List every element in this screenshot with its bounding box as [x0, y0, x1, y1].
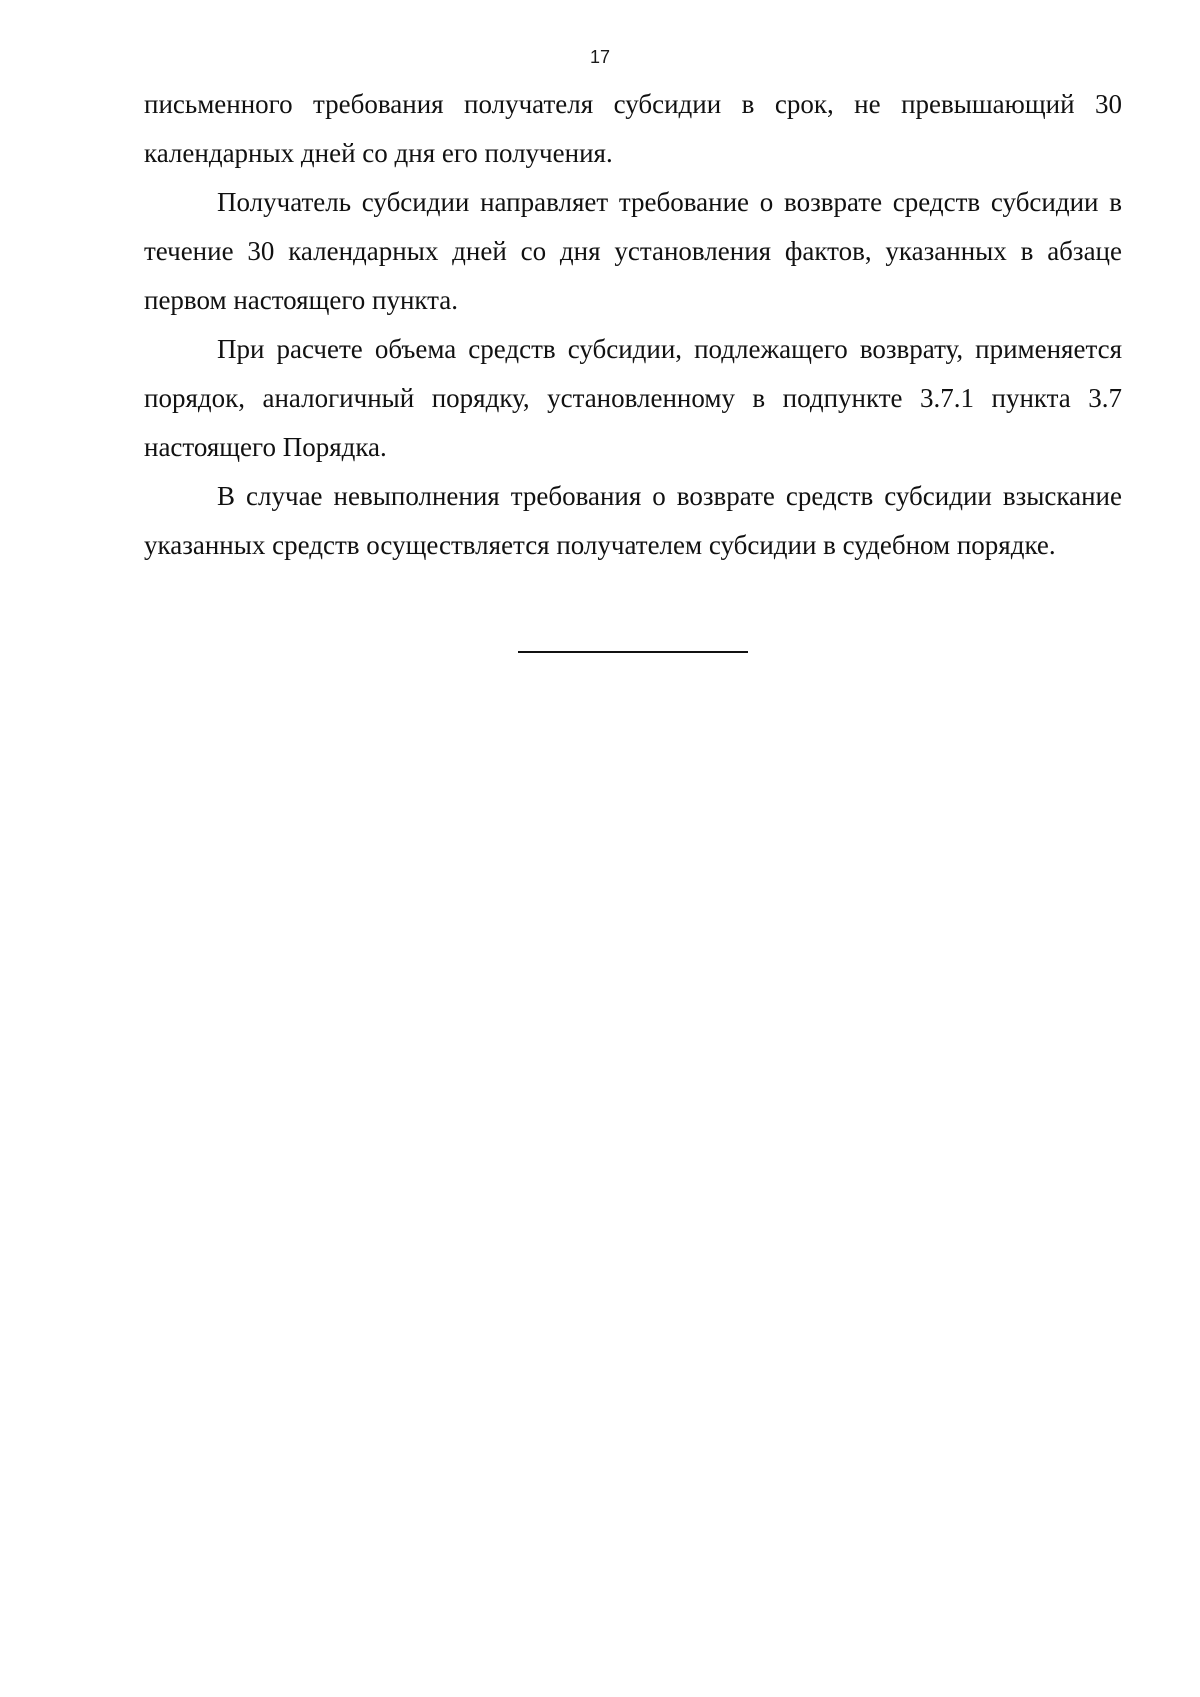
page-number: 17: [589, 47, 611, 67]
paragraph-court-recovery: В случае невыполнения требования о возврате средств субсидии взыскание указанных средств осуществляется получателем субсидии в судебном порядке.: [144, 481, 1122, 560]
end-of-document-rule: [518, 651, 748, 653]
paragraph-calculation: При расчете объема средств субсидии, подлежащего возврату, применяется порядок, аналогичный порядку, установленному в подпункте 3.7.1 пункта 3.7 настоящего Порядка.: [144, 334, 1122, 462]
paragraph-continuation: письменного требования получателя субсидии в срок, не превышающий 30 календарных дней со дня его получения.: [144, 89, 1122, 168]
document-body: [144, 80, 1122, 570]
paragraph-return-request: Получатель субсидии направляет требование о возврате средств субсидии в течение 30 календарных дней со дня установления фактов, указанных в абзаце первом настоящего пункта.: [144, 187, 1122, 315]
